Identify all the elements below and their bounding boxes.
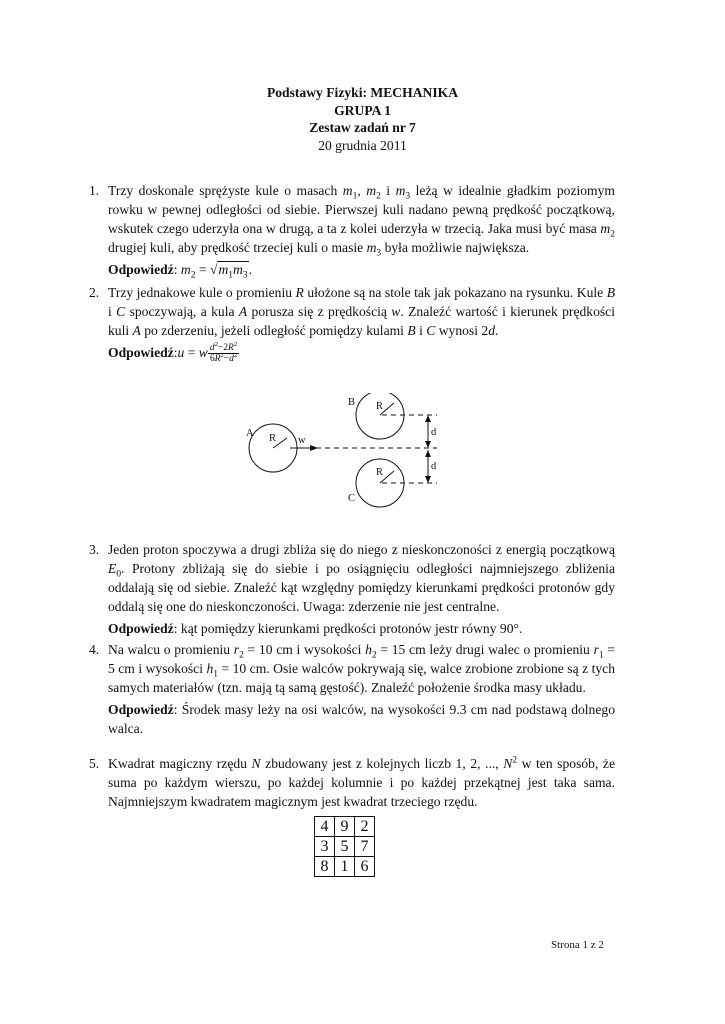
answer [108,700,615,738]
table-row [315,817,375,837]
answer: Odpowiedź:u = w $\frac{d^2-2R^2}{6R^2-d^2}$ [108,341,238,365]
problem-text: Kwadrat magiczny rzędu N zbudowany jest z kolejnych liczb 1, 2, ..., $N^2$ w ten sposób, że suma po każdym wierszu, po każdej kolumnie i po każdej przekątnej jest taka sama. Najmniejszym kwadratem magicznym jest kwadrat trzeciego rzędu. [108,755,615,809]
label-d-upper: d [431,427,437,438]
group-title: GRUPA 1 [334,102,391,118]
table-row [315,837,375,857]
table-cell: 3 [315,837,335,857]
label-r-b: R [376,401,384,412]
document-date: 20 grudnia 2011 [318,137,407,153]
set-title: Zestaw zadań nr 7 [309,120,416,135]
label-r-c: R [376,467,384,478]
problem-number: 5. [89,756,100,771]
answer-label: Odpowiedź [108,262,174,277]
answer-text: : Środek masy leży na osi walców, na wysokości 9.3 cm nad podstawą dolnego walca. [108,702,615,736]
table-cell: 7 [355,837,375,857]
magic-square-table [314,816,375,877]
label-w: w [298,435,306,446]
table-cell: 4 [315,817,335,837]
problem-body [108,754,615,811]
table-cell: 2 [355,817,375,837]
problem-number: 1. [89,183,100,198]
label-r-a: R [269,433,277,444]
answer: Odpowiedź: $m_2 = √m_1m_3$. [108,262,253,281]
table-cell: 1 [335,857,355,877]
answer-label: Odpowiedź [108,345,174,360]
problem-number: 3. [89,542,100,557]
problem-number: 4. [89,642,100,657]
table-cell: 8 [315,857,335,877]
label-a: A [246,428,254,439]
label-d-lower: d [431,461,437,472]
document-header [0,84,725,154]
velocity-arrowhead [310,445,318,451]
answer-text: : kąt pomiędzy kierunkami prędkości protonów jestr równy 90°. [173,621,523,636]
ball-b [356,393,404,439]
collision-diagram [240,393,450,508]
table-cell: 5 [335,837,355,857]
label-c: C [348,493,356,504]
course-title: Podstawy Fizyki: MECHANIKA [266,85,459,100]
problem-text: Trzy jednakowe kule o promieniu R ułożone są na stole tak jak pokazano na rysunku. Kule B i C spoczywają, a kula A porusza się z prędkością w. Znaleźć wartość i kierunek prędkości kuli A po zderzeniu, jeżeli odległość pomiędzy kulami B i C wynosi 2d. [108,285,616,338]
table-row [315,857,375,877]
problem-text-start: Jeden proton spoczywa a drugi zbliża się do niego z nieskonczoności z energią początkową [108,542,615,557]
problem-number: 2. [89,285,100,300]
problem-text: Trzy doskonale sprężyste kule o masach $m_1$, $m_2$ i $m_3$ leżą w idealnie gładkim poziomym rowku w pewnej odległości od siebie. Pierwszej kuli nadano pewną prędkość początkową, wskutek czego uderzyła ona w drugą, a ta z kolei uderzyła w trzecią. Jaka musi być masa $m_2$ drugiej kuli, aby prędkość trzeciej kuli o masie $m_3$ była możliwie największa. [108,183,616,259]
problem-text: Jeden proton spoczywa a drugi zbliża się do niego z nieskonczoności z energią początkową $E_0$. Protony zbliżają się do siebie i po osiągnięciu odległości najmniejszego zbliżenia oddalają się od siebie. Znaleźć kąt względny pomiędzy kierunkami prędkości protonów gdy oddalą się one do nieskonczoności. Uwaga: zderzenie nie jest centralne. [108,542,615,614]
answer [108,619,615,638]
problem-body [108,640,615,738]
answer-label: Odpowiedź [108,621,174,636]
problem-body [108,540,615,638]
problem-body [108,181,615,279]
problem-text: Na walcu o promieniu $r_2 = 10$ cm i wysokości $h_2 = 15$ cm leży drugi walec o promieniu $r_1 = 5$ cm i wysokości $h_1 = 10$ cm. Osie walców pokrywają się, walce zrobione zrobione są z tych samych materiałów (tzn. mają tą samą gęstość). Znaleźć położenie środka masy układu. [108,642,615,695]
problem-body [108,283,615,364]
page-number: Strona 1 z 2 [551,939,604,951]
label-b: B [348,397,356,408]
answer-label: Odpowiedź [108,702,174,717]
table-cell: 9 [335,817,355,837]
table-cell: 6 [355,857,375,877]
